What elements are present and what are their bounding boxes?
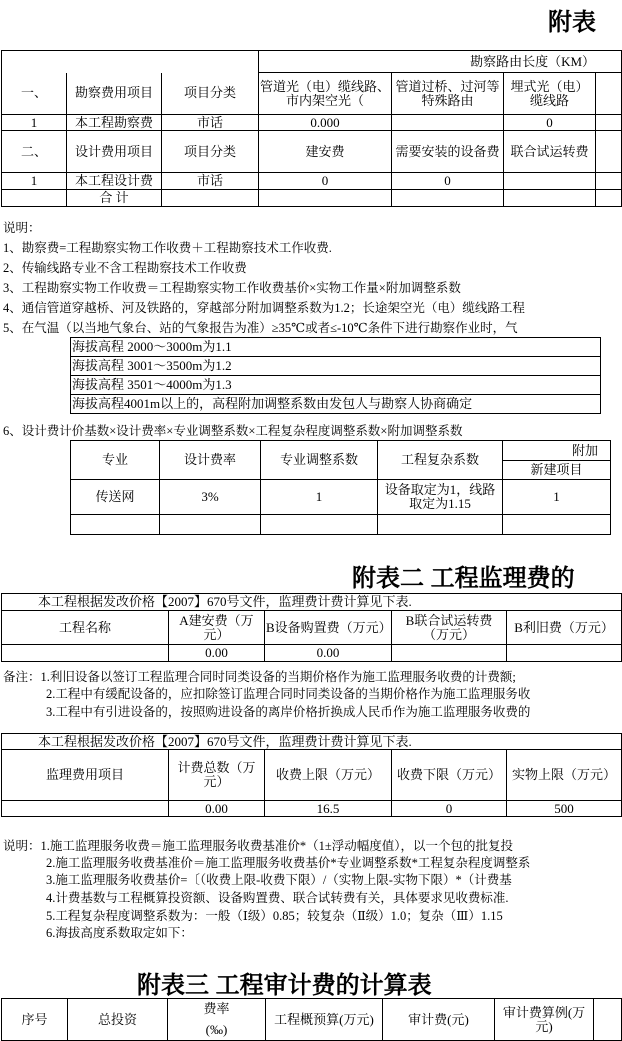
col-survey-item: 勘察费用项目 <box>67 73 162 115</box>
altitude-table: 海拔高程 2000～3000m为1.1 海拔高程 3001～3500m为1.2 海拔高程 3501～4000m为1.3 海拔高程4001m以上的，高程附加调整系数由发包人与勘察人协商确定 <box>70 337 601 414</box>
unit-header: 勘察路由长度（KM） <box>259 51 622 73</box>
appendix3-title: 附表三 工程审计费的计算表 <box>137 972 432 999</box>
appendix2-title: 附表二 工程监理费的 <box>352 565 575 592</box>
total-label: 合 计 <box>67 190 162 207</box>
appendix1-title: 附表 <box>548 9 596 36</box>
col-design-item: 设计费用项目 <box>67 131 162 173</box>
note6: 6、设计费计价基数×设计费率×专业调整系数×工程复杂程度调整系数×附加调整系数 <box>3 424 463 438</box>
design-rate-table: 专业 设计费率 专业调整系数 工程复杂系数 附加 新建项目 传送网 3% 1 设备取定为1，线路取定为1.15 1 <box>70 440 611 535</box>
audit-fee-table: 序号 总投资 费率 工程概预算(万元) 审计费(元) 审计费算例(万元) (‰) <box>1 998 622 1041</box>
supervision-fee-table: 本工程根据发改价格【2007】670号文件，监理费计费计算见下表. 工程名称 A建安费（万元） B设备购置费（万元） B联合试运转费（万元） B利旧费（万元） 0.00 0.00 <box>1 593 622 662</box>
supervision-limits-table: 本工程根据发改价格【2007】670号文件，监理费计费计算见下表. 监理费用项目 计费总数（万元） 收费上限（万元） 收费下限（万元） 实物上限（万元） 0.00 16.5 0 500 <box>1 733 622 817</box>
survey-design-fee-table: 勘察路由长度（KM） 一、 勘察费用项目 项目分类 管道光（电）缆线路、市内架空光（ 管道过桥、过河等特殊路由 埋式光（电）缆线路 1 本工程勘察费 市话 0.000 0 二、 设计费用项目 项目分类 建安费 需要安装的设备费 联合试运转费 1 本工程设计费 市话 0 0 合 计 <box>1 50 622 207</box>
